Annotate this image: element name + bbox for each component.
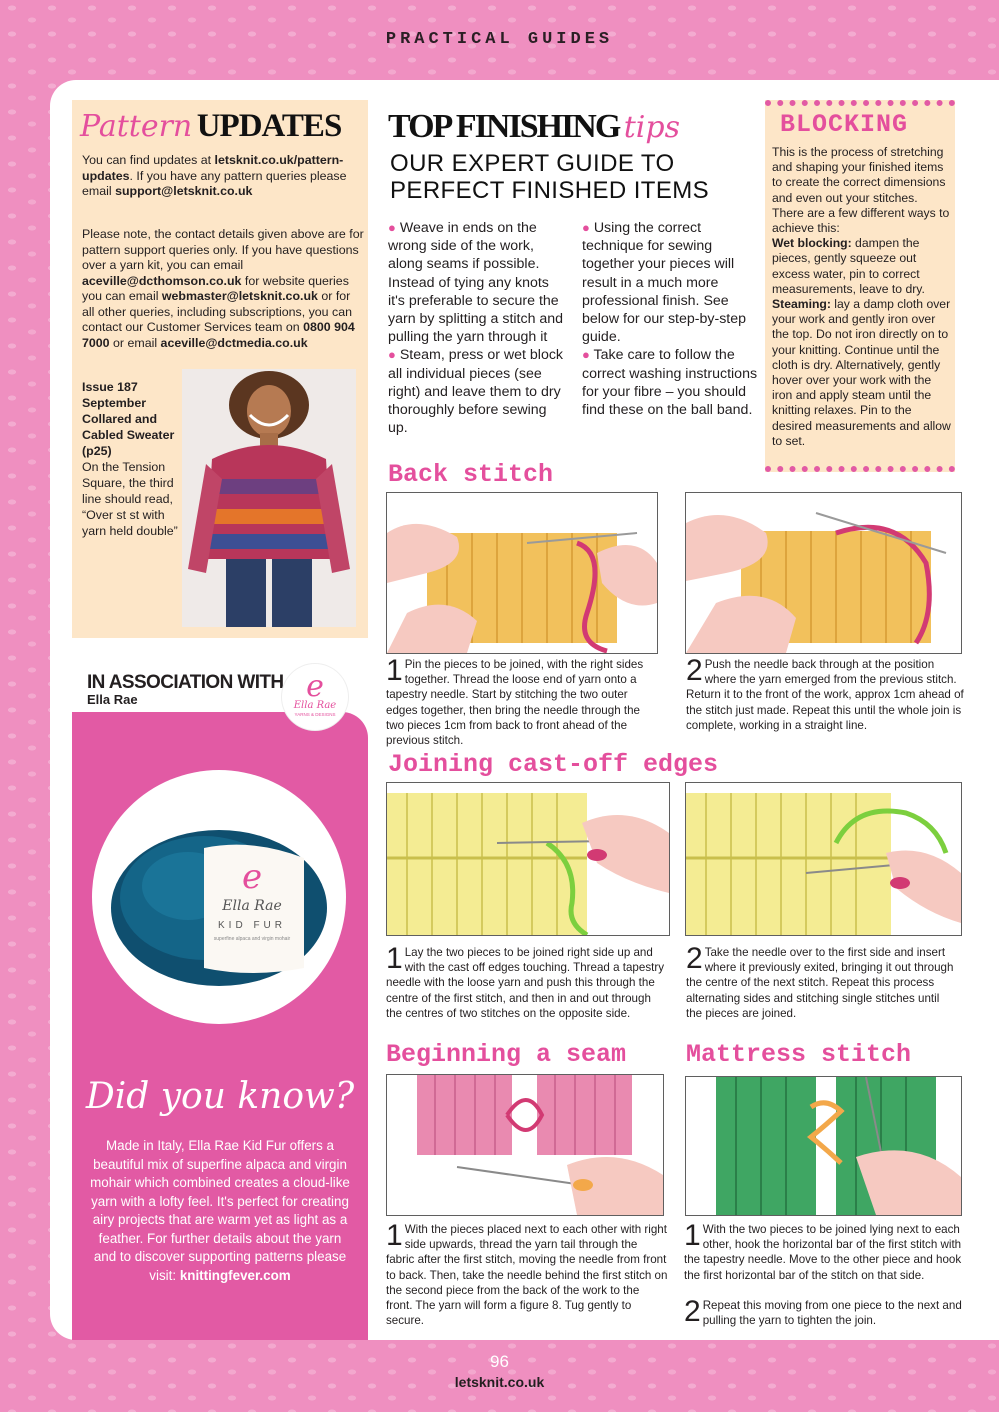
mattress-stitch-step-1: 1 With the two pieces to be joined lying next to each other, hook the horizontal bar of the first stitch with the tapestry needle. Move to the other piece and hook the first horizontal bar of the stitch on that side.	[684, 1219, 962, 1282]
svg-text:e: e	[306, 669, 324, 704]
finishing-tip: ● Using the correct technique for sewing together your pieces will result in a much more professional finish. See below for our step-by-step guide.	[582, 220, 747, 346]
back-stitch-illustration-1	[386, 492, 658, 654]
svg-text:e: e	[241, 857, 263, 897]
top-finishing-title-script: tips	[623, 110, 680, 145]
beginning-seam-illustration	[386, 1074, 664, 1216]
page-number: 96	[490, 1352, 509, 1371]
back-stitch-step-2: 2 Push the needle back through at the position where the yarn emerged from the previous stitch. Return it to the front of the work, approx 1cm ahead of the stitch just made. Repeat this until the whole join is complete, working in a straight line.	[686, 654, 964, 732]
label-product: KID FUR	[218, 920, 286, 931]
joining-title: Joining cast-off edges	[388, 750, 719, 779]
finishing-tip: ● Weave in ends on the wrong side of the work, along seams if possible. Instead of tying any knots it's preferable to secure the yarn by splitting a stitch and pulling the yarn through it	[388, 220, 564, 346]
beginning-seam-step-1: 1 With the pieces placed next to each other with right side upwards, thread the yarn tail through the fabric after the first stitch, moving the needle from front to back. Then, take the needle behind the first stitch on the second piece from the back of the work to the front. The yarn will form a figure 8. Tug gently to secure.	[386, 1219, 668, 1328]
joining-illustration-2	[685, 782, 962, 936]
pattern-updates-link[interactable]: letsknit.co.uk/pattern-updates	[82, 153, 344, 183]
ella-rae-logo-subtitle: YARNS & DESIGNS	[294, 712, 336, 717]
webmaster-email-link[interactable]: webmaster@letsknit.co.uk	[161, 289, 318, 303]
top-finishing-subtitle: OUR EXPERT GUIDE TO PERFECT FINISHED ITEMS	[390, 150, 710, 204]
top-finishing-title	[388, 108, 760, 146]
did-you-know-title: Did you know?	[85, 1076, 355, 1117]
joining-step-2: 2 Take the needle over to the first side and insert where it previously exited, bringing it out through the centre of the next stitch. Repeat this process alternating sides and stitching single stitches until the pieces are joined.	[686, 942, 954, 1020]
sweater-model-photo	[182, 369, 356, 627]
finishing-tips-column-2	[582, 219, 758, 419]
back-stitch-illustration-2	[685, 492, 962, 654]
footer-site-link[interactable]: letsknit.co.uk	[454, 1374, 545, 1390]
back-stitch-step-1: 1 Pin the pieces to be joined, with the right sides together. Thread the loose end of yarn onto a tapestry needle. Start by stitching the two outer edges together, then bring the needle through the two pieces 1cm from back to front ahead of the previous stitch.	[386, 654, 644, 748]
finishing-tips-column-1	[388, 219, 566, 437]
top-finishing-title-caps: TOP FINISHING	[388, 108, 620, 145]
pattern-updates-paragraph-1: You can find updates at letsknit.co.uk/pattern-updates. If you have any pattern queries please email support@letsknit.co.uk	[82, 153, 347, 198]
issue-correction-heading: Issue 187 September Collared and Cabled Sweater (p25)	[82, 380, 175, 458]
mattress-stitch-step-2: 2 Repeat this moving from one piece to the next and pulling the yarn to tighten the join.	[684, 1295, 962, 1328]
label-description: superfine alpaca and virgin mohair	[213, 936, 291, 942]
mattress-stitch-illustration	[685, 1076, 962, 1216]
section-header: PRACTICAL GUIDES	[385, 30, 614, 49]
pattern-updates-title	[80, 108, 370, 148]
ella-rae-logo	[282, 664, 348, 730]
knittingfever-link[interactable]: knittingfever.com	[179, 1267, 291, 1283]
finishing-tip: ● Steam, press or wet block all individual pieces (see right) and leave them to dry thoroughly before sewing up.	[388, 347, 564, 437]
association-heading: IN ASSOCIATION WITH	[87, 672, 284, 693]
joining-illustration-1	[386, 782, 670, 936]
beginning-seam-title: Beginning a seam	[386, 1040, 627, 1069]
pattern-updates-paragraph-2: Please note, the contact details given above are for pattern support queries only. If you have questions over a yarn kit, you can email aceville@dcthomson.co.uk for website queries you can email webmaster@letsknit.co.uk or for all other queries, including subscriptions, you can contact our Customer Services team on 0800 904 7000 or email aceville@dctmedia.co.uk	[82, 227, 364, 350]
support-email-link[interactable]: support@letsknit.co.uk	[115, 184, 253, 198]
kid-fur-yarn-image	[92, 770, 346, 1024]
aceville-dctmedia-email-link[interactable]: aceville@dctmedia.co.uk	[160, 335, 308, 350]
back-stitch-title: Back stitch	[388, 460, 554, 489]
blocking-title: BLOCKING	[780, 110, 909, 139]
mattress-stitch-title: Mattress stitch	[686, 1040, 912, 1069]
issue-correction-note	[82, 379, 178, 539]
pattern-updates-title-caps: UPDATES	[196, 108, 342, 144]
pattern-updates-title-script: Pattern	[80, 109, 193, 144]
joining-step-1: 1 Lay the two pieces to be joined right side up and with the cast off edges touching. Thread a tapestry needle with the loose yarn and push this through the centre of the first stitch, and then in and out through the centres of two stitches on the opposite side.	[386, 942, 664, 1020]
blocking-text: This is the process of stretching and shaping your finished items to create the correct dimensions and even out your stitches. There are a few different ways to achieve this: Wet blocking: dampen the pieces, gently squeeze out excess water, pin to correct measurements, leave to dry. Steaming: lay a damp cloth over your work and gently iron over the top. Do not iron directly on to your knitting. Continue until the cloth is dry. Alternatively, gently hover over your work with the iron and apply steam until the knitting relaxes. Pin to the desired measurements and allow to set.	[772, 145, 951, 448]
issue-correction-text: On the Tension Square, the third line should read, “Over st st with yarn held double”	[82, 460, 178, 538]
association-brand: Ella Rae	[87, 692, 138, 707]
aceville-dcthomson-email-link[interactable]: aceville@dcthomson.co.uk	[82, 273, 242, 288]
customer-services-phone: 0800 904 7000	[82, 320, 355, 350]
did-you-know-text: Made in Italy, Ella Rae Kid Fur offers a beautiful mix of superfine alpaca and virgin mohair which combined creates a cloud-like yarn with a lofty feel. It's perfect for creating airy projects that are warm yet as light as a feather. For further details about the yarn and to discover supporting patterns please visit: knittingfever.com	[90, 1138, 350, 1283]
label-brand: Ella Rae	[222, 898, 282, 914]
ella-rae-logo-text: Ella Rae	[293, 700, 337, 711]
finishing-tip: ● Take care to follow the correct washing instructions for your fibre – you should find these on the ball band.	[582, 347, 758, 419]
